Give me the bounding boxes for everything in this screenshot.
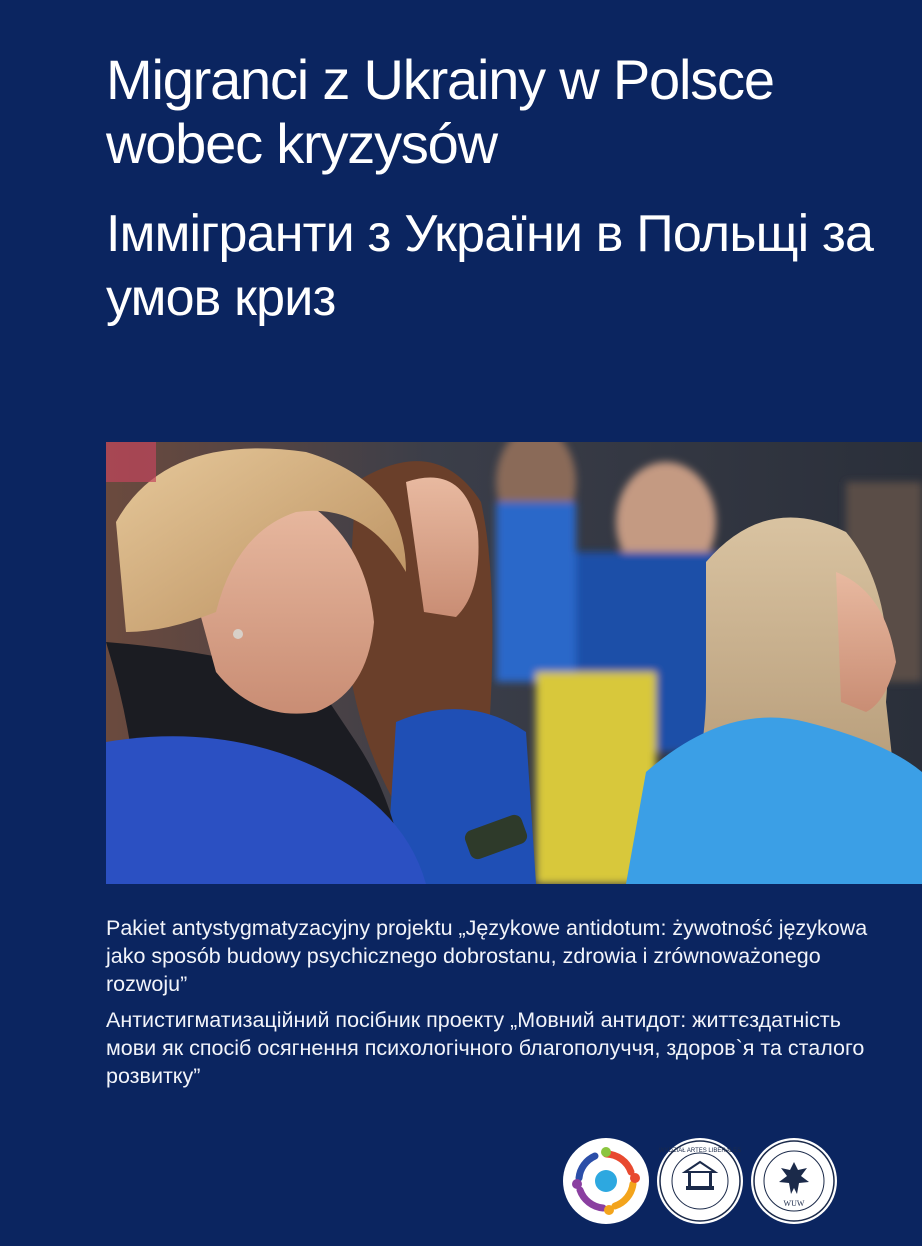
colorful-circle-icon <box>563 1138 649 1224</box>
eagle-seal-icon <box>751 1138 837 1224</box>
seal-wuw-text: WUW <box>783 1199 805 1208</box>
project-logo <box>563 1138 649 1224</box>
title-ukrainian: Іммігранти з України в Польщі за умов криз <box>106 205 874 327</box>
cover-photo <box>106 442 922 884</box>
seal-wydzial-text: WYDZIAŁ ARTES LIBERALES <box>658 1148 742 1154</box>
cover-photo-illustration <box>106 442 922 884</box>
university-seal <box>751 1138 837 1224</box>
artes-liberales-seal <box>657 1138 743 1224</box>
subtitle-ukrainian: Антистигматизаційний посібник проекту „Мовний антидот: життєздатність мови як спосіб осягнення психологічного благополуччя, здоров`я та сталого розвитку” <box>106 1008 865 1088</box>
title-block <box>106 48 896 330</box>
title-polish: Migranci z Ukrainy w Polsce wobec kryzysów <box>106 48 774 175</box>
seal-wydzial-icon <box>657 1138 743 1224</box>
subtitle-block <box>106 914 896 1090</box>
subtitle-polish: Pakiet antystygmatyzacyjny projektu „Językowe antidotum: żywotność językowa jako sposób budowy psychicznego dobrostanu, zdrowia i zrównoważonego rozwoju” <box>106 916 868 996</box>
